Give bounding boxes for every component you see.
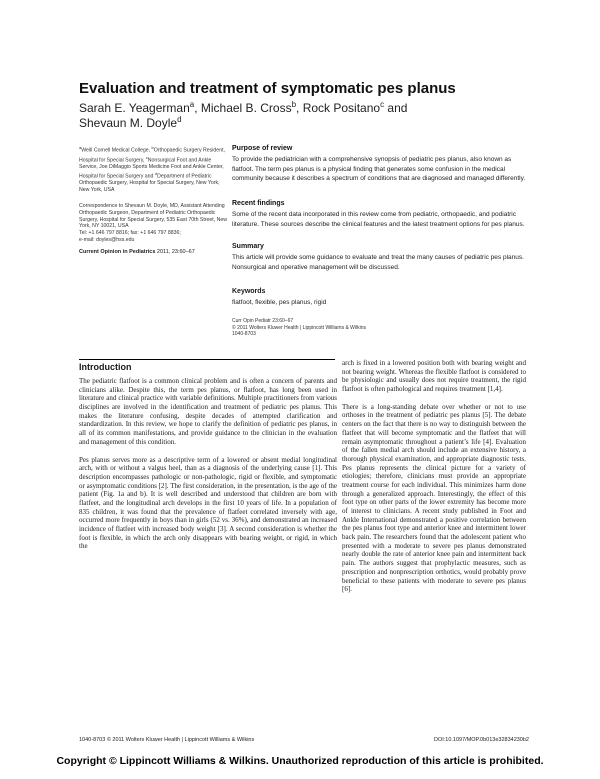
body-paragraph: There is a long-standing debate over whether or not to use orthoses in the treatment of pediatric pes planus [5]. The debate centers on the fact that there is no way to distinguish between the flatfeet that will become symptomatic and the flatfeet that will remain asymptomatic throughout a patient’s life [4]. Evaluation of the fallen medial arch should include an extensive history, a thorough physical examination, and appropriate diagnostic tests. Pes planus represents the clinical picture for a variety of etiologies; therefore, clinicians must provide an appropriate treatment course for each individual. This minimizes harm done through a generalized approach. Interestingly, the effect of this foot type on other parts of the lower extremity has become more of interest to clinicians. A recent study published in Foot and Ankle International demonstrated a positive correlation between the pes planus foot type and anterior knee and intermittent lower back pain. The researchers found that the adolescent patient who presented with a moderate to severe pes planus demonstrated nearly double the rate of anterior knee pain and intermittent back pain. The authors suggest that prophylactic measures, such as prescription and nonprescription orthotics, would probably prove beneficial to these patients with moderate to severe pes planus [6]. — [342, 402, 526, 594]
body-paragraph: The pediatric flatfoot is a common clinical problem and is often a concern of parents and clinicians alike. Despite this, the term pes planus, or flatfoot, has long been used in literature and clinical practice with variable definitions. Multiple practitioners from various disciplines are involved in the identification and treatment of pediatric pes planus. This makes the literature confusing, despite decades of attempted clarification and standardization. In this review, we hope to clarify the definition of pediatric pes planus, in all of its common manifestations, and provide guidance to the clinician in the evaluation and management of this condition. — [79, 377, 337, 446]
journal-name: Current Opinion in Pediatrics — [79, 249, 156, 255]
findings-heading: Recent findings — [232, 200, 285, 207]
correspondence-phone: Tel: +1 646 797 8816; fax: +1 646 797 8836; — [79, 230, 181, 237]
correspondence-block — [79, 203, 227, 244]
body-paragraph: arch is fixed in a lowered position both with bearing weight and not bearing weight. Whereas the flexible flatfoot is considered to be physiologic and usually does not require treatment, the rigid flatfoot is often pathological and requires treatment [1,4]. — [342, 359, 526, 394]
findings-paragraph: Some of the recent data incorporated in this review come from pediatric, orthopaedic, and podiatric literature. These sources describe the clinical features and the latest treatment options for pes planus. — [232, 211, 525, 228]
author-name: Sarah E. Yeagerman — [79, 101, 190, 115]
affiliation-mark: b — [151, 145, 154, 150]
author-affiliation-mark: a — [189, 100, 195, 109]
affiliations — [79, 145, 227, 194]
correspondence-email: e-mail: doyles@hss.edu — [79, 236, 135, 243]
journal-issue: 2011, 23:60–67 — [155, 249, 195, 255]
author-separator: , — [296, 101, 303, 115]
affiliation-mark: a — [79, 145, 82, 150]
body-column-left — [79, 377, 337, 560]
author-line-2 — [79, 112, 182, 131]
footer-publisher: 1040-8703 © 2011 Wolters Kluwer Health | Lippincott Williams & Wilkins — [79, 737, 255, 743]
body-column-right — [342, 359, 526, 603]
summary-text — [232, 253, 532, 272]
citation-line: Curr Opin Pediatr 23:60–67 — [232, 318, 294, 324]
footer-doi: DOI:10.1097/MOP.0b013e32834230b2 — [433, 737, 529, 743]
author-separator: , — [194, 101, 201, 115]
article-title: Evaluation and treatment of symptomatic pes planus — [79, 80, 456, 97]
affiliation-text: Department of Pediatric Orthopaedic Surgery, Hospital for Special Surgery, New York, New York, USA — [79, 173, 220, 194]
affiliation-mark: d — [154, 170, 158, 176]
author-separator: and — [384, 101, 408, 115]
author-name: Shevaun M. Doyle — [79, 116, 178, 130]
section-divider — [79, 359, 335, 360]
author-affiliation-mark: c — [380, 100, 385, 109]
author-affiliation-mark: d — [177, 115, 182, 124]
affiliation-text: Nonsurgical Foot and Ankle Service, Joe DiMaggio Sports Medicine Foot and Ankle Center, Hospital for Special Surgery and — [79, 157, 224, 180]
author-name: Michael B. Cross — [200, 101, 292, 115]
body-paragraph: Pes planus serves more as a descriptive term of a lowered or absent medial longitudinal arch, with or without a valgus heel, than as a diagnosis of the underlying cause [1]. This description encompasses pathologic or non-pathologic, rigid or flexible, and symptomatic or asymptomatic conditions [2]. The first consideration, in the presentation, is the age of the patient (Fig. 1a and b). It is well described and understood that children are born with flatfeet, and the longitudinal arch develops in the first 10 years of life. In a population of 835 children, it was found that the prevalence of flatfeet correlated inversely with age, occurred more frequently in boys than in girls (52 vs. 36%), and demonstrated an increased incidence of flatfeet with increased body weight [3]. A second consideration is whether the foot is flexible, in which the arch only disappears with bearing weight, or rigid, in which the — [79, 455, 337, 551]
purpose-text — [232, 155, 532, 184]
affiliation-text: Orthopaedic Surgery Resident, Hospital for Special Surgery, — [79, 147, 225, 164]
citation-line: © 2011 Wolters Kluwer Health | Lippincott Williams & Wilkins — [232, 324, 367, 331]
keywords-heading: Keywords — [232, 288, 266, 295]
purpose-paragraph: To provide the pediatrician with a comprehensive synopsis of pediatric pes planus, also known as flatfoot. The term pes planus is a physical finding that generates some confusion in the medical community because it describes a spectrum of conditions that are diagnosed and managed differently. — [232, 156, 526, 183]
purpose-heading: Purpose of review — [232, 145, 293, 152]
journal-citation — [79, 249, 195, 255]
author-affiliation-mark: b — [291, 100, 297, 109]
findings-text — [232, 210, 532, 229]
citation-line: 1040-8703 — [232, 331, 256, 337]
affiliation-mark: c — [145, 154, 148, 160]
summary-paragraph: This article will provide some guidance to evaluate and treat the many causes of pediatric pes planus. Nonsurgical and operative management will be discussed. — [232, 254, 524, 271]
author-name: Rock Positano — [302, 101, 381, 115]
copyright-notice: Copyright © Lippincott Williams & Wilkins. Unauthorized reproduction of this article is prohibited. — [56, 755, 544, 767]
summary-heading: Summary — [232, 243, 264, 250]
keywords-list: flatfoot, flexible, pes planus, rigid — [232, 299, 327, 306]
citation-block — [232, 318, 432, 338]
introduction-heading: Introduction — [79, 362, 132, 372]
correspondence-address: Correspondence to Shevaun M. Doyle, MD, Assistant Attending Orthopaedic Surgeon, Department of Pediatric Orthopaedic Surgery, Hospital for Special Surgery, 535 East 70th Street, New York, NY 10021, USA — [79, 203, 228, 230]
affiliation-text: Weill Cornell Medical College, — [81, 147, 152, 154]
